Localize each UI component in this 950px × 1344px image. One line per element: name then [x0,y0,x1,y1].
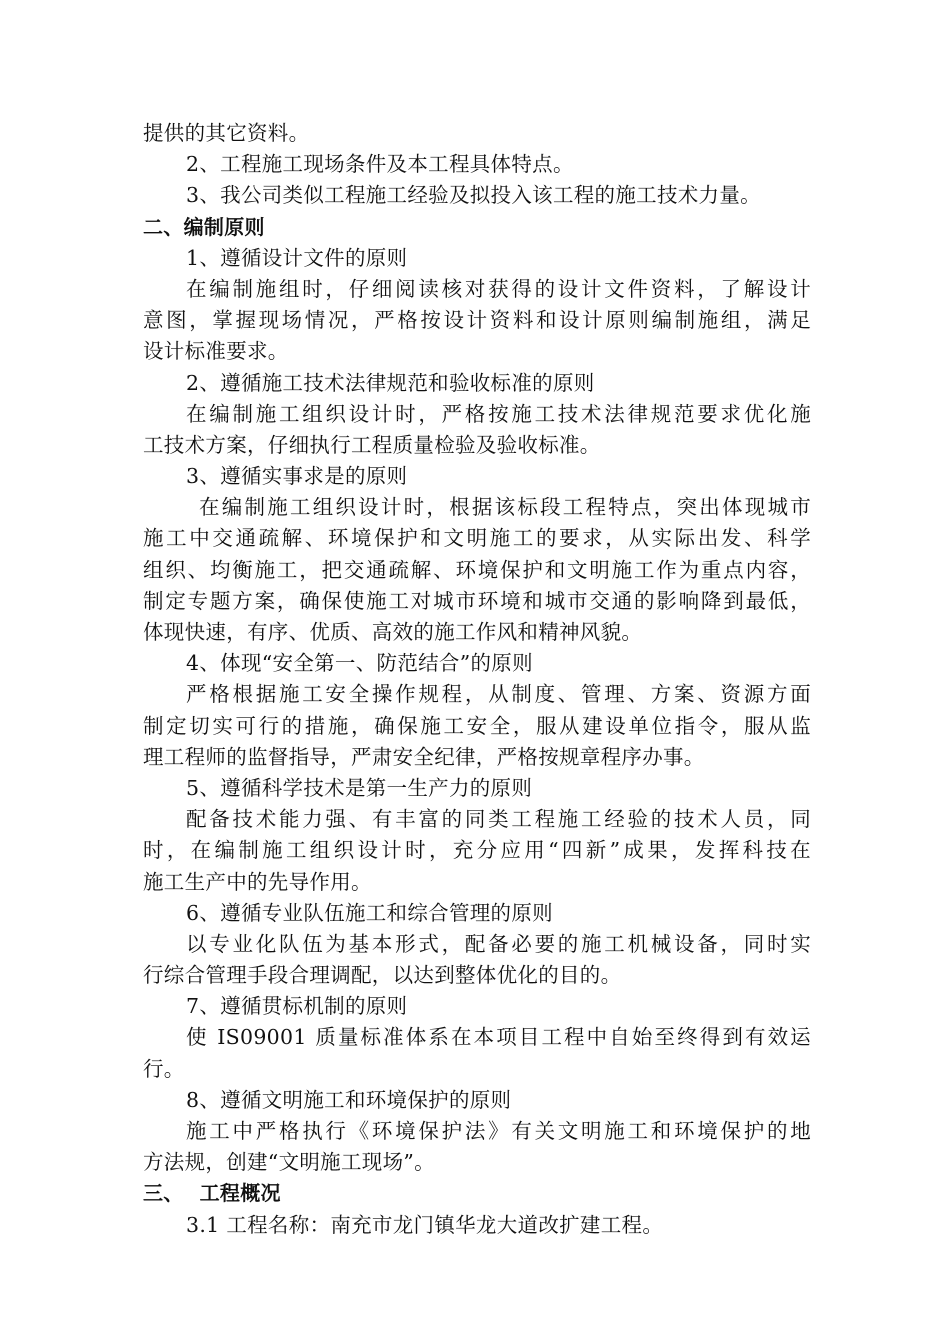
paragraph-line: 施工生产中的先导作用。 [143,869,372,894]
paragraph-line: 意图，掌握现场情况，严格按设计资料和设计原则编制施组，满足 [143,308,811,333]
paragraph-line: 在编制施工组织设计时，严格按施工技术法律规范要求优化施 [186,401,811,426]
paragraph-line: 使 IS09001 质量标准体系在本项目工程中自始至终得到有效运 [186,1025,811,1050]
subsection-heading: 2、遵循施工技术法律规范和验收标准的原则 [186,370,595,395]
subsection-heading: 4、体现“安全第一、防范结合”的原则 [186,651,533,676]
paragraph-line: 方法规，创建“文明施工现场”。 [143,1150,435,1175]
subsection-heading: 8、遵循文明施工和环境保护的原则 [186,1087,512,1112]
paragraph-line: 工技术方案，仔细执行工程质量检验及验收标准。 [143,432,601,457]
paragraph-line: 行综合管理手段合理调配，以达到整体优化的目的。 [143,963,622,988]
paragraph-line: 以专业化队伍为基本形式，配备必要的施工机械设备，同时实 [186,931,811,956]
paragraph-line: 配备技术能力强、有丰富的同类工程施工经验的技术人员，同 [186,807,811,832]
paragraph-line: 严格根据施工安全操作规程，从制度、管理、方案、资源方面 [186,682,811,707]
section-number: 三、 [143,1181,184,1206]
document-body [143,118,811,1241]
paragraph-line: 提供的其它资料。 [143,121,310,145]
paragraph-line: 3.1 工程名称：南充市龙门镇华龙大道改扩建工程。 [186,1212,664,1237]
paragraph-line: 理工程师的监督指导，严肃安全纪律，严格按规章程序办事。 [143,744,705,769]
list-item: 3、我公司类似工程施工经验及拟投入该工程的施工技术力量。 [186,183,761,208]
section-heading [143,1178,811,1209]
section-title: 工程概况 [199,1181,281,1206]
paragraph-line: 行。 [143,1056,185,1081]
list-item: 2、工程施工现场条件及本工程具体特点。 [186,152,574,177]
paragraph-line: 设计标准要求。 [143,339,289,364]
subsection-heading: 6、遵循专业队伍施工和综合管理的原则 [186,900,553,925]
paragraph-line: 制定专题方案，确保使施工对城市环境和城市交通的影响降到最低， [143,588,811,613]
paragraph-line: 施工中交通疏解、环境保护和文明施工的要求，从实际出发、科学 [143,526,811,551]
section-heading: 二、编制原则 [143,214,265,239]
paragraph-line: 体现快速，有序、优质、高效的施工作风和精神风貌。 [143,620,643,644]
paragraph-line: 施工中严格执行《环境保护法》有关文明施工和环境保护的地 [186,1119,811,1143]
subsection-heading: 1、遵循设计文件的原则 [186,245,408,270]
subsection-heading: 7、遵循贯标机制的原则 [186,994,408,1019]
subsection-heading: 3、遵循实事求是的原则 [186,464,408,489]
subsection-heading: 5、遵循科学技术是第一生产力的原则 [186,775,533,800]
paragraph-line: 在编制施工组织设计时，根据该标段工程特点，突出体现城市 [199,495,811,520]
paragraph-line: 组织、均衡施工，把交通疏解、环境保护和文明施工作为重点内容， [143,557,811,582]
paragraph-line: 制定切实可行的措施，确保施工安全，服从建设单位指令，服从监 [143,713,811,738]
paragraph-line: 时，在编制施工组织设计时，充分应用“四新”成果，发挥科技在 [143,838,811,863]
paragraph-line: 在编制施组时，仔细阅读核对获得的设计文件资料，了解设计 [186,276,811,301]
